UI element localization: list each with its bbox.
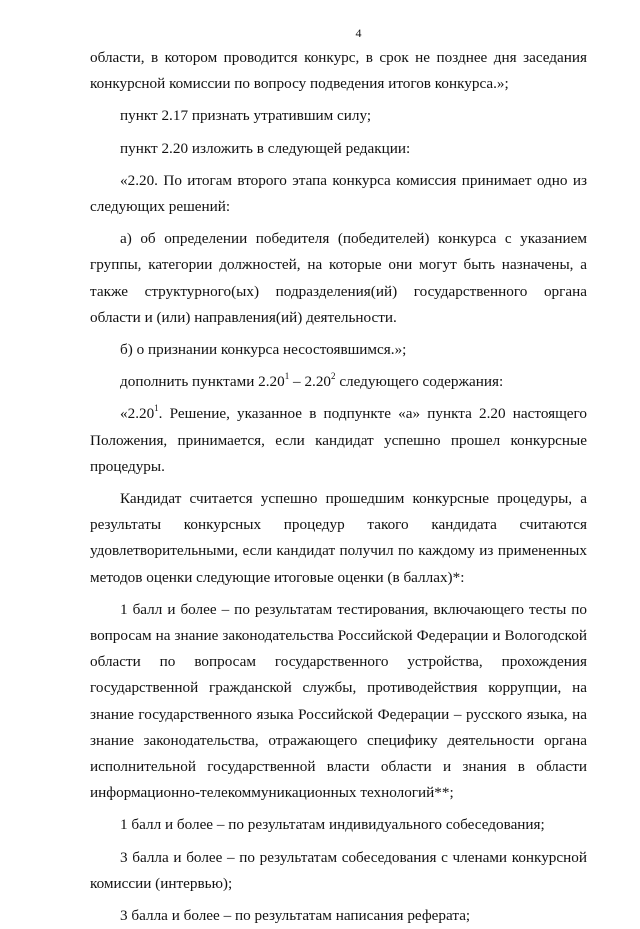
text-segment: дополнить пунктами 2.20 [120, 373, 285, 391]
superscript: 2 [331, 371, 336, 382]
paragraph-continuation: области, в котором проводится конкурс, в срок не позднее дня заседания конкурсной комиссии по вопросу подведения итогов конкурса.»; [90, 49, 587, 93]
text-segment: . Решение, указанное в подпункте «а» пункта 2.20 настоящего Положения, принимается, если кандидат успешно прошел конкурсные процедуры. [90, 405, 587, 475]
paragraph-commission-interview: 3 балла и более – по результатам собеседования с членами конкурсной комиссии (интервью); [90, 848, 587, 892]
paragraph-2-20: «2.20. По итогам второго этапа конкурса комиссия принимает одно из следующих решений: [90, 171, 587, 216]
text-segment: «2.20 [120, 405, 155, 423]
text-segment: следующего содержания: [335, 373, 504, 391]
paragraph-candidate: Кандидат считается успешно прошедшим конкурсные процедуры, а результаты конкурсных процедур такого кандидата считаются удовлетворительными, если кандидат получил по каждому из примененных методов оценки следующие итоговые оценки (в баллах)*: [90, 490, 587, 586]
paragraph-item-2-20-intro: пункт 2.20 изложить в следующей редакции: [120, 139, 411, 157]
superscript: 1 [284, 371, 290, 382]
superscript: 1 [154, 403, 159, 414]
paragraph-essay: 3 балла и более – по результатам написания реферата; [120, 907, 471, 925]
paragraph-individual-interview: 1 балл и более – по результатам индивидуального собеседования; [120, 816, 545, 834]
paragraph-add-items [90, 369, 587, 395]
paragraph-decision-b: б) о признании конкурса несостоявшимся.»; [120, 341, 407, 359]
paragraph-2-20-1 [90, 401, 587, 480]
paragraph-item-2-17: пункт 2.17 признать утратившим силу; [120, 107, 372, 125]
page-number: 4 [355, 26, 362, 40]
paragraph-decision-a: а) об определении победителя (победителей) конкурса с указанием группы, категории должностей, на которые они могут быть назначены, а также структурного(ых) подразделения(ий) государственного органа области и (или) направления(ий) деятельности. [90, 230, 587, 326]
paragraph-testing: 1 балл и более – по результатам тестирования, включающего тесты по вопросам на знание законодательства Российской Федерации и Вологодской области по вопросам государственного устройства, прохождения государственной гражданской службы, противодействия коррупции, на знание государственного языка Российской Федерации – русского языка, на знание законодательства, отражающего специфику деятельности органа исполнительной государственной власти области и знания в области информационно-телекоммуникационных технологий**; [90, 600, 587, 802]
text-segment: – 2.20 [289, 373, 332, 391]
